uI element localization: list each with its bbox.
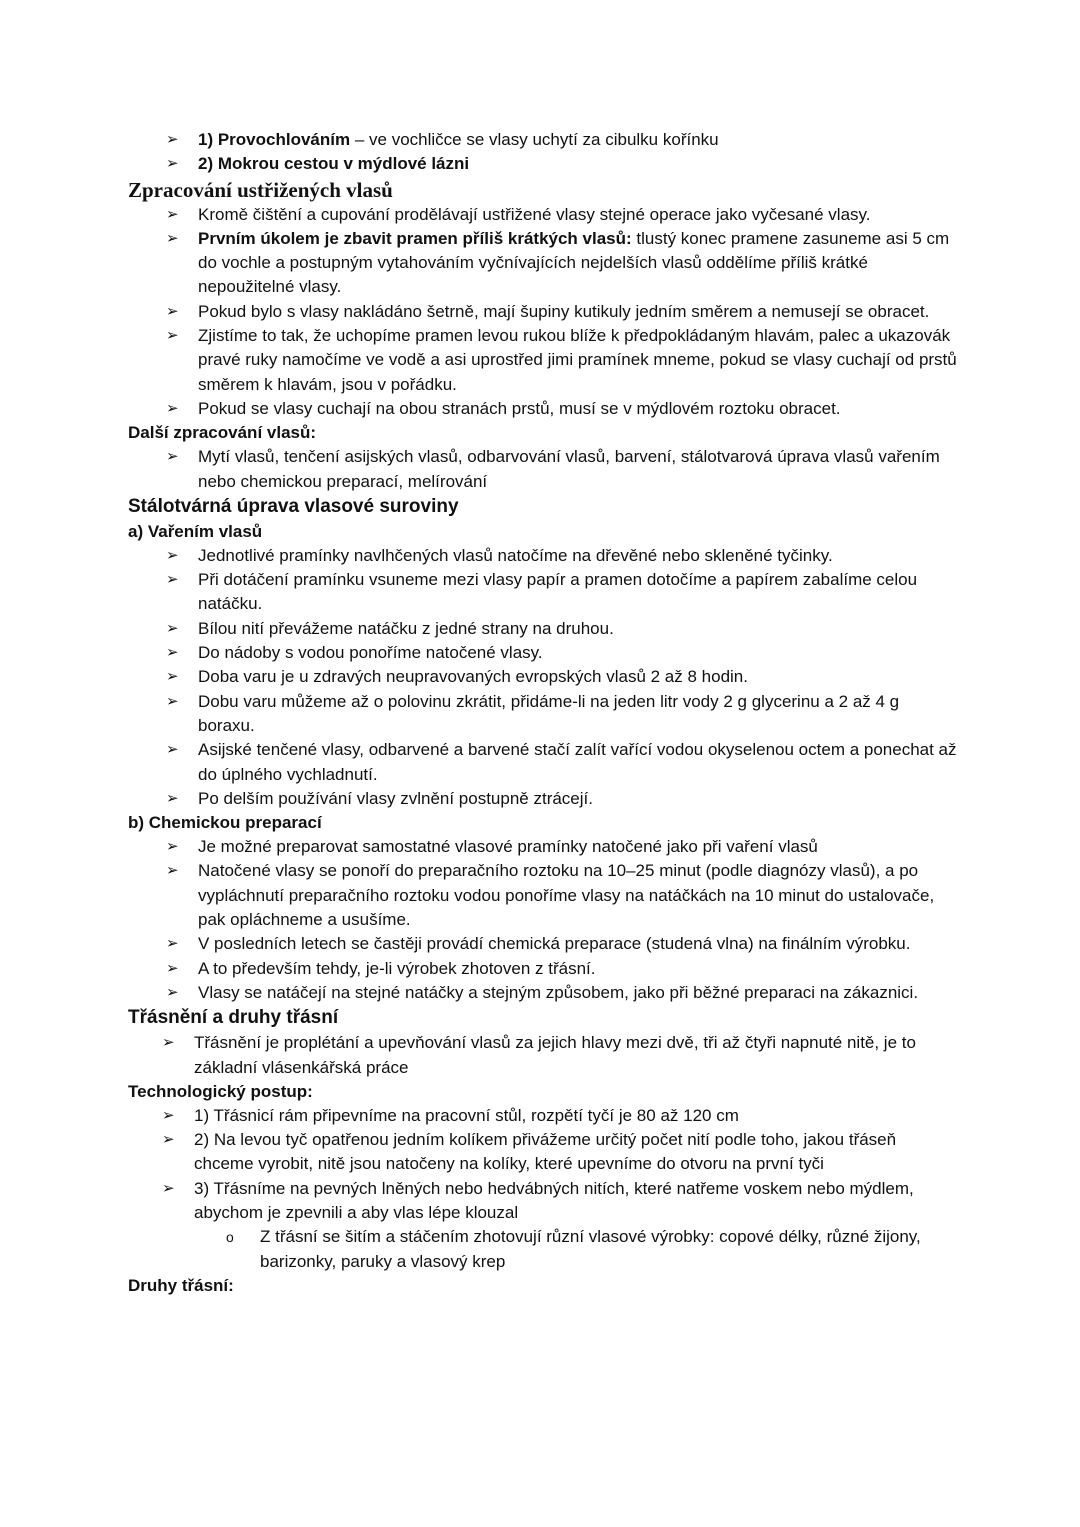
item-text: Při dotáčení pramínku vsuneme mezi vlasy papír a pramen dotočíme a papírem zabalíme celou natáčku. (198, 570, 918, 614)
list-item (166, 981, 958, 1005)
item-text: 3) Třásníme na pevných lněných nebo hedvábných nitích, které natřeme voskem nebo mýdlem, abychom je zpevnili a aby vlas lépe klouzal (194, 1178, 914, 1222)
list-item (166, 617, 958, 641)
arrow-bullet-icon: ➢ (166, 983, 179, 1001)
item-text: Dobu varu můžeme až o polovinu zkrátit, přidáme-li na jeden litr vody 2 g glycerinu a 2 až 4 g boraxu. (198, 691, 900, 735)
item-bold: 1) Provochlováním (198, 130, 351, 149)
fringe-list (128, 1031, 958, 1080)
list-item (166, 128, 958, 152)
arrow-bullet-icon: ➢ (166, 229, 179, 247)
intro-list (128, 128, 958, 177)
arrow-bullet-icon: ➢ (166, 131, 179, 148)
list-item (162, 1128, 958, 1177)
list-item (162, 1104, 958, 1128)
list-item (166, 152, 958, 176)
item-text: Je možné preparovat samostatné vlasové pramínky natočené jako při vaření vlasů (198, 837, 818, 857)
list-item (166, 544, 958, 568)
heading-chemical: b) Chemickou preparací (128, 813, 322, 833)
item-text: tlustý konec pramene zasuneme asi 5 cm do vochle a postupným vytahováním vyčnívajících nejdelších vlasů oddělíme příliš krátké nepoužitelné vlasy. (198, 228, 950, 297)
chemical-list (128, 835, 958, 1005)
item-bold: 2) Mokrou cestou v mýdlové lázni (198, 154, 470, 174)
circle-bullet-icon: o (226, 1229, 234, 1246)
arrow-bullet-icon: ➢ (166, 399, 179, 417)
item-text: Z třásní se šitím a stáčením zhotovují různí vlasové výrobky: copové délky, různé žijony, barizonky, paruky a vlasový krep (260, 1227, 921, 1271)
item-text: A to především tehdy, je-li výrobek zhotoven z třásní. (198, 958, 596, 978)
item-text: Do nádoby s vodou ponoříme natočené vlasy. (198, 643, 543, 663)
item-bold: Prvním úkolem je zbavit pramen příliš krátkých vlasů: (198, 228, 632, 248)
item-text: Kromě čištění a cupování prodělávají ustřižené vlasy stejné operace jako vyčesané vlasy. (198, 204, 871, 224)
item-text: Mytí vlasů, tenčení asijských vlasů, odbarvování vlasů, barvení, stálotvarová úprava vlasů vařením nebo chemickou preparací, melírování (198, 447, 940, 491)
document-body (128, 128, 958, 1298)
item-text: – ve vochličce se vlasy uchytí za cibulku kořínku (350, 130, 719, 149)
item-text: 2) Na levou tyč opatřenou jedním kolíkem přivážeme určitý počet nití podle toho, jakou třáseň chceme vyrobit, nitě jsou natočeny na kolíky, které upevníme do otvoru na první tyči (194, 1130, 897, 1174)
item-text: Jednotlivé pramínky navlhčených vlasů natočíme na dřevěné nebo skleněné tyčinky. (198, 545, 833, 565)
list-item (166, 835, 958, 859)
heading-fringe-types: Druhy třásní: (128, 1275, 234, 1295)
arrow-bullet-icon: ➢ (162, 1131, 175, 1149)
arrow-bullet-icon: ➢ (166, 327, 179, 345)
list-item (166, 397, 958, 421)
cut-hair-list (128, 203, 958, 422)
procedure-sublist (128, 1225, 958, 1274)
item-text: Pokud se vlasy cuchají na obou stranách prstů, musí se v mýdlovém roztoku obracet. (198, 398, 841, 418)
list-item (166, 641, 958, 665)
list-item (226, 1225, 958, 1274)
arrow-bullet-icon: ➢ (166, 448, 179, 466)
list-item (166, 665, 958, 689)
arrow-bullet-icon: ➢ (166, 546, 179, 564)
arrow-bullet-icon: ➢ (166, 692, 179, 710)
arrow-bullet-icon: ➢ (162, 1034, 175, 1052)
list-item (166, 227, 958, 300)
item-text: V posledních letech se častěji provádí chemická preparace (studená vlna) na finálním výrobku. (198, 934, 911, 954)
arrow-bullet-icon: ➢ (166, 935, 179, 953)
boiling-list (128, 544, 958, 811)
arrow-bullet-icon: ➢ (166, 205, 179, 223)
list-item (166, 859, 958, 932)
arrow-bullet-icon: ➢ (166, 741, 179, 759)
heading-boiling: a) Vařením vlasů (128, 521, 263, 541)
arrow-bullet-icon: ➢ (166, 644, 179, 662)
arrow-bullet-icon: ➢ (166, 155, 179, 173)
item-text: Třásnění je proplétání a upevňování vlasů za jejich hlavy mezi dvě, tři až čtyři napnuté nitě, je to základní vlásenkářská práce (194, 1033, 916, 1077)
list-item (166, 324, 958, 397)
list-item (162, 1177, 958, 1226)
item-text: Natočené vlasy se ponoří do preparačního roztoku na 10–25 minut (podle diagnózy vlasů), a po vypláchnutí preparačního roztoku vodou ponoříme vlasy na natáčkách na 10 minut do ustalovače, pak opláchneme a usušíme. (198, 861, 935, 930)
item-text: Doba varu je u zdravých neupravovaných evropských vlasů 2 až 8 hodin. (198, 667, 748, 687)
procedure-list (128, 1104, 958, 1225)
arrow-bullet-icon: ➢ (166, 959, 179, 977)
list-item (166, 300, 958, 324)
item-text: 1) Třásnicí rám připevníme na pracovní stůl, rozpětí tyčí je 80 až 120 cm (194, 1105, 739, 1125)
further-processing-list (128, 445, 958, 494)
arrow-bullet-icon: ➢ (166, 789, 179, 807)
list-item (166, 568, 958, 617)
item-text: Vlasy se natáčejí na stejné natáčky a stejným způsobem, jako při běžné preparaci na zákaznici. (198, 982, 919, 1002)
arrow-bullet-icon: ➢ (162, 1179, 175, 1197)
arrow-bullet-icon: ➢ (166, 838, 179, 856)
item-text: Zjistíme to tak, že uchopíme pramen levou rukou blíže k předpokládaným hlavám, palec a ukazovák pravé ruky namočíme ve vodě a asi uprostřed jimi pramínek mneme, pokud se vlasy cuchají od prstů směrem k hlavám, jsou v pořádku. (198, 326, 957, 394)
arrow-bullet-icon: ➢ (166, 862, 179, 880)
item-text: Po delším používání vlasy zvlnění postupně ztrácejí. (198, 788, 593, 808)
item-text: Pokud bylo s vlasy nakládáno šetrně, mají šupiny kutikuly jedním směrem a nemusejí se obracet. (198, 301, 930, 321)
heading-cut-hair: Zpracování ustřižených vlasů (128, 177, 393, 202)
item-text: Bílou nití převážeme natáčku z jedné strany na druhou. (198, 618, 614, 638)
list-item (166, 690, 958, 739)
arrow-bullet-icon: ➢ (166, 571, 179, 589)
item-text: Asijské tenčené vlasy, odbarvené a barvené stačí zalít vařící vodou okyselenou octem a ponechat až do úplného vychladnutí. (198, 740, 957, 784)
arrow-bullet-icon: ➢ (166, 668, 179, 686)
arrow-bullet-icon: ➢ (162, 1106, 175, 1124)
list-item (166, 957, 958, 981)
list-item (166, 932, 958, 956)
heading-fringe: Třásnění a druhy třásní (128, 1007, 339, 1029)
list-item (166, 445, 958, 494)
heading-permanent-treatment: Stálotvárná úprava vlasové suroviny (128, 495, 459, 517)
list-item (166, 787, 958, 811)
list-item (166, 738, 958, 787)
arrow-bullet-icon: ➢ (166, 302, 179, 320)
list-item (162, 1031, 958, 1080)
arrow-bullet-icon: ➢ (166, 619, 179, 637)
heading-further-processing: Další zpracování vlasů: (128, 423, 317, 443)
list-item (166, 203, 958, 227)
heading-procedure: Technologický postup: (128, 1081, 313, 1101)
